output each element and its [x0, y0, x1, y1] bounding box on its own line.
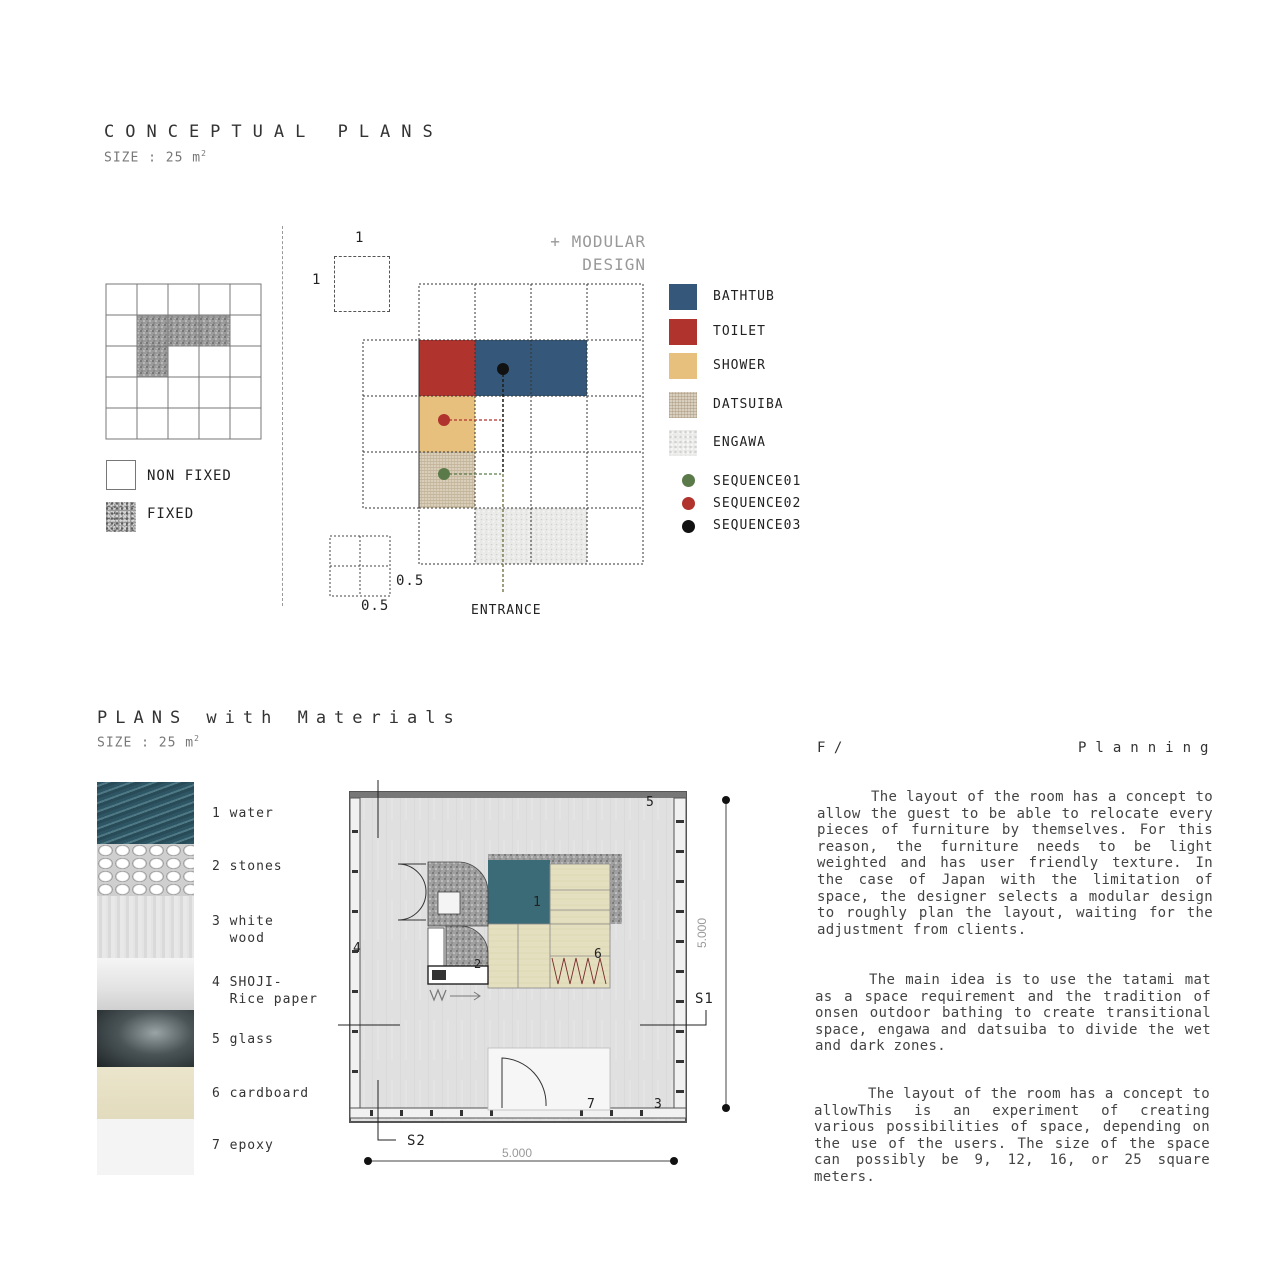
material-3-label: 3 white wood — [212, 914, 274, 946]
sequence03-dot — [497, 363, 509, 375]
non-fixed-swatch — [106, 460, 136, 490]
material-5-label: 5 glass — [212, 1032, 274, 1047]
material-7-label: 7 epoxy — [212, 1138, 274, 1153]
datsuiba-zone — [419, 452, 475, 508]
material-6-label: 6 cardboard — [212, 1086, 310, 1101]
top-glass-wall — [350, 792, 686, 798]
half-module — [328, 534, 394, 600]
section-s2-label: S2 — [407, 1133, 426, 1149]
toilet-label: TOILET — [713, 324, 766, 339]
plan-label-2: 2 — [474, 957, 483, 971]
floor-plan — [330, 770, 750, 1175]
epoxy-swatch — [97, 1119, 194, 1175]
half-module-width-label: 0.5 — [361, 598, 390, 614]
planning-heading: Planning — [1078, 740, 1218, 756]
cardboard-swatch — [97, 1067, 194, 1119]
module-width-label: 1 — [355, 230, 365, 246]
shower-seat — [438, 892, 460, 914]
section-divider — [282, 226, 283, 606]
conceptual-size-text: SIZE : 25 m — [104, 150, 202, 166]
sequence02-label: SEQUENCE02 — [713, 496, 802, 511]
sequence01-dot — [438, 468, 450, 480]
engawa-label: ENGAWA — [713, 435, 766, 450]
material-1-label: 1 water — [212, 806, 274, 821]
bathtub-swatch — [669, 284, 697, 310]
datsuiba-label: DATSUIBA — [713, 397, 784, 412]
plan-label-5: 5 — [646, 795, 655, 810]
non-fixed-label: NON FIXED — [147, 468, 232, 484]
engawa-swatch — [669, 430, 697, 456]
materials-size-sup: 2 — [194, 734, 200, 743]
plan-label-7: 7 — [587, 1097, 596, 1112]
modular-note-line2: DESIGN — [582, 255, 646, 274]
bathtub-label: BATHTUB — [713, 289, 775, 304]
plan-label-1: 1 — [533, 895, 542, 910]
datsuiba-swatch — [669, 392, 697, 418]
stones-swatch — [97, 844, 194, 896]
fixed-grid — [104, 282, 264, 442]
section-s1-label: S1 — [695, 991, 714, 1007]
conceptual-title: CONCEPTUAL PLANS — [104, 122, 444, 142]
shower-label: SHOWER — [713, 358, 766, 373]
conceptual-size-sup: 2 — [201, 149, 207, 158]
materials-title: PLANS with Materials — [97, 708, 462, 728]
sequence01-dot-legend — [682, 474, 695, 487]
sequence02-dot-legend — [682, 497, 695, 510]
water-swatch — [97, 782, 194, 844]
bathtub-water — [488, 860, 550, 926]
sequence03-label: SEQUENCE03 — [713, 518, 802, 533]
modular-note-line1: + MODULAR — [550, 232, 646, 251]
materials-size — [97, 734, 200, 750]
planning-paragraph-2: The main idea is to use the tatami mat as a space requirement and the tradition of onsen outdoor bathing to create transitional space, engawa and datsuiba to divide the wet and dark zones. — [815, 972, 1211, 1055]
storage-cabinet — [428, 928, 444, 966]
width-dimension-label: 5.000 — [502, 1146, 533, 1160]
entrance-label: ENTRANCE — [471, 603, 542, 618]
sequence02-dot — [438, 414, 450, 426]
conceptual-size — [104, 149, 207, 165]
white-wood-swatch — [97, 896, 194, 958]
tatami-upper — [550, 864, 610, 930]
height-dimension-label: 5.000 — [695, 917, 709, 948]
fixed-label: FIXED — [147, 506, 195, 522]
shower-swatch — [669, 353, 697, 379]
sequence03-dot-legend — [682, 520, 695, 533]
toilet-swatch — [669, 319, 697, 345]
half-module-height-label: 0.5 — [396, 573, 425, 589]
planning-paragraph-1: The layout of the room has a concept to allow the guest to be able to relocate every pieces of furniture by themselves. For this reason, the furniture needs to be light weighted and has user friendly texture. In the case of Japan with the limitation of space, the designer selects a modular design to roughly plan the layout, waiting for the adjustment from clients. — [817, 789, 1213, 938]
planning-paragraph-3: The layout of the room has a concept to allowThis is an experiment of creating various possibilities of space, depending on the use of the users. The size of the space can possibly be 9, 12, 16, or 25 square meters. — [814, 1086, 1210, 1185]
fixed-swatch — [106, 502, 136, 532]
modular-note — [500, 230, 646, 276]
sequence01-label: SEQUENCE01 — [713, 474, 802, 489]
toilet-zone — [419, 340, 475, 396]
glass-swatch — [97, 1010, 194, 1067]
module-height-label: 1 — [312, 272, 322, 288]
shoji-swatch — [97, 958, 194, 1010]
plan-label-6: 6 — [594, 947, 603, 962]
fixed-block-bottom — [137, 346, 168, 377]
material-2-label: 2 stones — [212, 859, 283, 874]
material-4-label: 4 SHOJI- Rice paper — [212, 975, 318, 1007]
right-shoji-wall — [674, 798, 686, 1114]
left-shoji-wall — [350, 798, 360, 1114]
sink-basin — [432, 970, 446, 980]
planning-prefix: F / — [817, 740, 843, 756]
plan-label-3: 3 — [654, 1097, 663, 1112]
materials-size-text: SIZE : 25 m — [97, 735, 195, 751]
fixed-block-top — [137, 315, 230, 346]
plan-label-4: 4 — [353, 941, 362, 956]
